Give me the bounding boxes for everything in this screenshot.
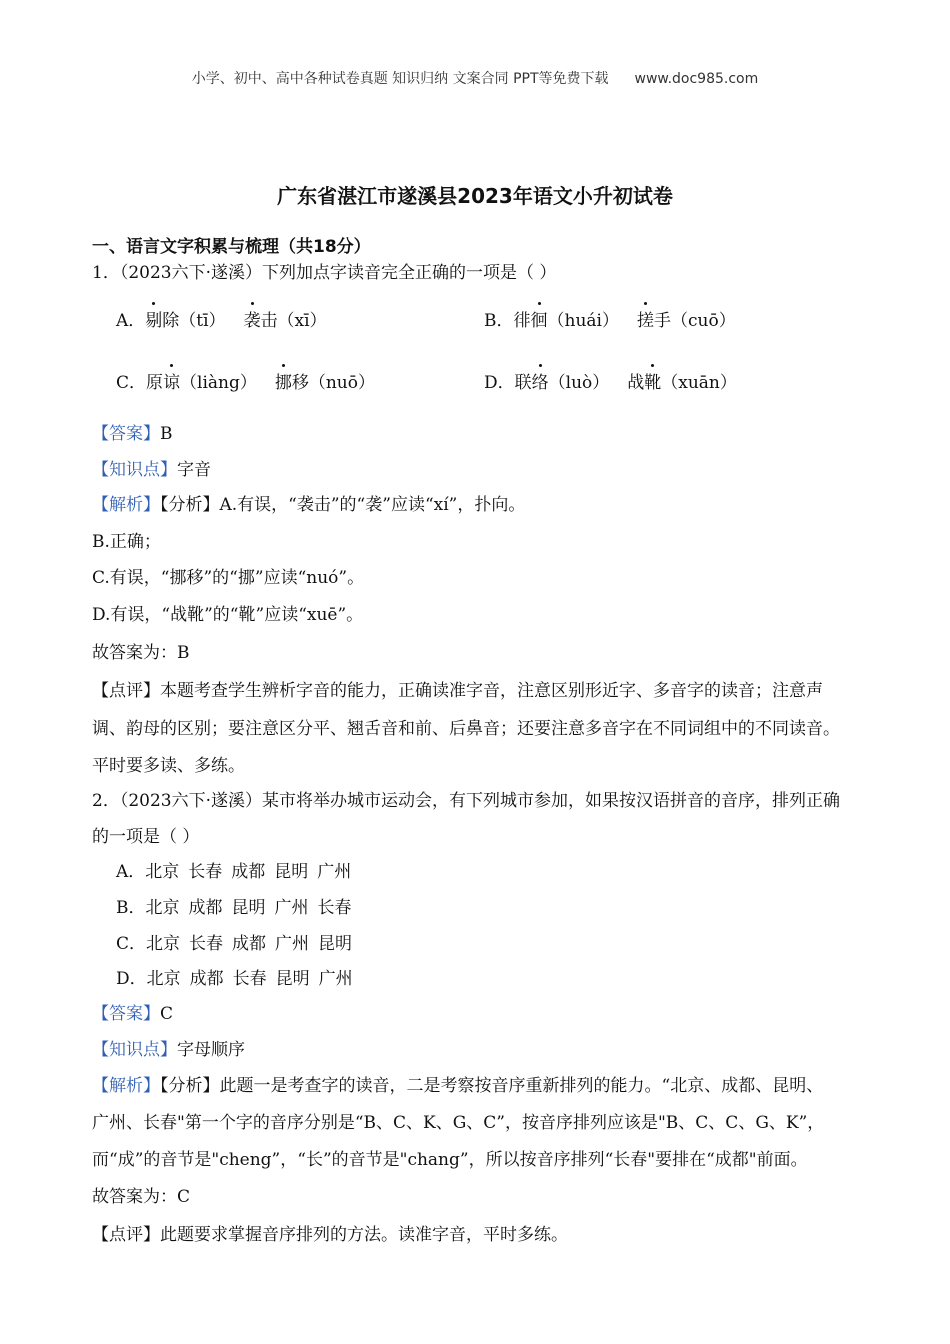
dotted-char: 挪 (275, 368, 292, 393)
q2-option-c: C．北京 长春 成都 广州 昆明 (116, 934, 353, 954)
dotted-char: 络 (532, 368, 549, 393)
q2-stem-line: 的一项是（ ） (92, 827, 200, 847)
q2-analysis-line: 而“成”的音节是"cheng”，“长”的音节是"chang”，所以按音序排列“长春"要排在“成都"前面。 (92, 1150, 808, 1170)
q1-analysis: 【解析】【分析】A.有误，“袭击”的“袭”应读“xí”，扑向。 (92, 495, 526, 515)
dotted-char: 徊 (531, 306, 548, 331)
q1-review: 【点评】本题考查学生辨析字音的能力，正确读准字音，注意区别形近字、多音字的读音；注意声 (92, 681, 823, 701)
q2-option-d: D．北京 成都 长春 昆明 广州 (116, 969, 353, 989)
q2-answer: 【答案】C (92, 1004, 174, 1024)
q2-final-answer: 故答案为：C (92, 1187, 191, 1207)
header-banner: 小学、初中、高中各种试卷真题 知识归纳 文案合同 PPT等免费下载 (191, 71, 609, 87)
q1-option-b: B．徘徊（huái） 搓手（cuō） (484, 306, 736, 331)
q2-analysis: 【解析】【分析】此题一是考查字的读音，二是考察按音序重新排列的能力。“北京、成都、昆明、 (92, 1076, 824, 1096)
q1-option-a: A．剔除（tī） 袭击（xī） (116, 306, 327, 331)
q1-review-line: 调、韵母的区别；要注意区分平、翘舌音和前、后鼻音；还要注意多音字在不同词组中的不同读音。 (92, 719, 840, 739)
dotted-char: 袭 (244, 306, 261, 331)
q2-option-a: A．北京 长春 成都 昆明 广州 (116, 862, 352, 882)
dotted-char: 谅 (163, 368, 180, 393)
q2-knowledge: 【知识点】字母顺序 (92, 1040, 245, 1060)
header-url[interactable]: www.doc985.com (634, 71, 759, 87)
dotted-char: 剔 (145, 306, 162, 331)
page-title: 广东省湛江市遂溪县2023年语文小升初试卷 (277, 184, 673, 208)
q2-option-b: B．北京 成都 昆明 广州 长春 (116, 898, 352, 918)
page-header (0, 68, 950, 88)
q1-analysis-line: D.有误，“战靴”的“靴”应读“xuē”。 (92, 605, 364, 625)
q1-analysis-line: B.正确； (92, 532, 161, 552)
q1-stem: 1．（2023六下·遂溪）下列加点字读音完全正确的一项是（ ） (92, 263, 557, 283)
dotted-char: 靴 (644, 368, 661, 393)
dotted-char: 搓 (637, 306, 654, 331)
q1-knowledge: 【知识点】字音 (92, 460, 211, 480)
q1-option-d: D．联络（luò） 战靴（xuān） (484, 368, 737, 393)
q1-analysis-line: C.有误，“挪移”的“挪”应读“nuó”。 (92, 568, 365, 588)
q2-review: 【点评】此题要求掌握音序排列的方法。读准字音，平时多练。 (92, 1225, 568, 1245)
q1-review-line: 平时要多读、多练。 (92, 756, 245, 776)
q1-answer: 【答案】B (92, 424, 173, 444)
section-heading: 一、语言文字积累与梳理（共18分） (92, 237, 371, 257)
q2-stem: 2．（2023六下·遂溪）某市将举办城市运动会，有下列城市参加，如果按汉语拼音的音序，排列正确 (92, 791, 840, 811)
q1-final-answer: 故答案为：B (92, 643, 190, 663)
q2-analysis-line: 广州、长春"第一个字的音序分别是“B、C、K、G、C”，按音序排列应该是"B、C、C、G、K”， (92, 1113, 825, 1133)
q1-option-c: C．原谅（liàng） 挪移（nuō） (116, 368, 375, 393)
